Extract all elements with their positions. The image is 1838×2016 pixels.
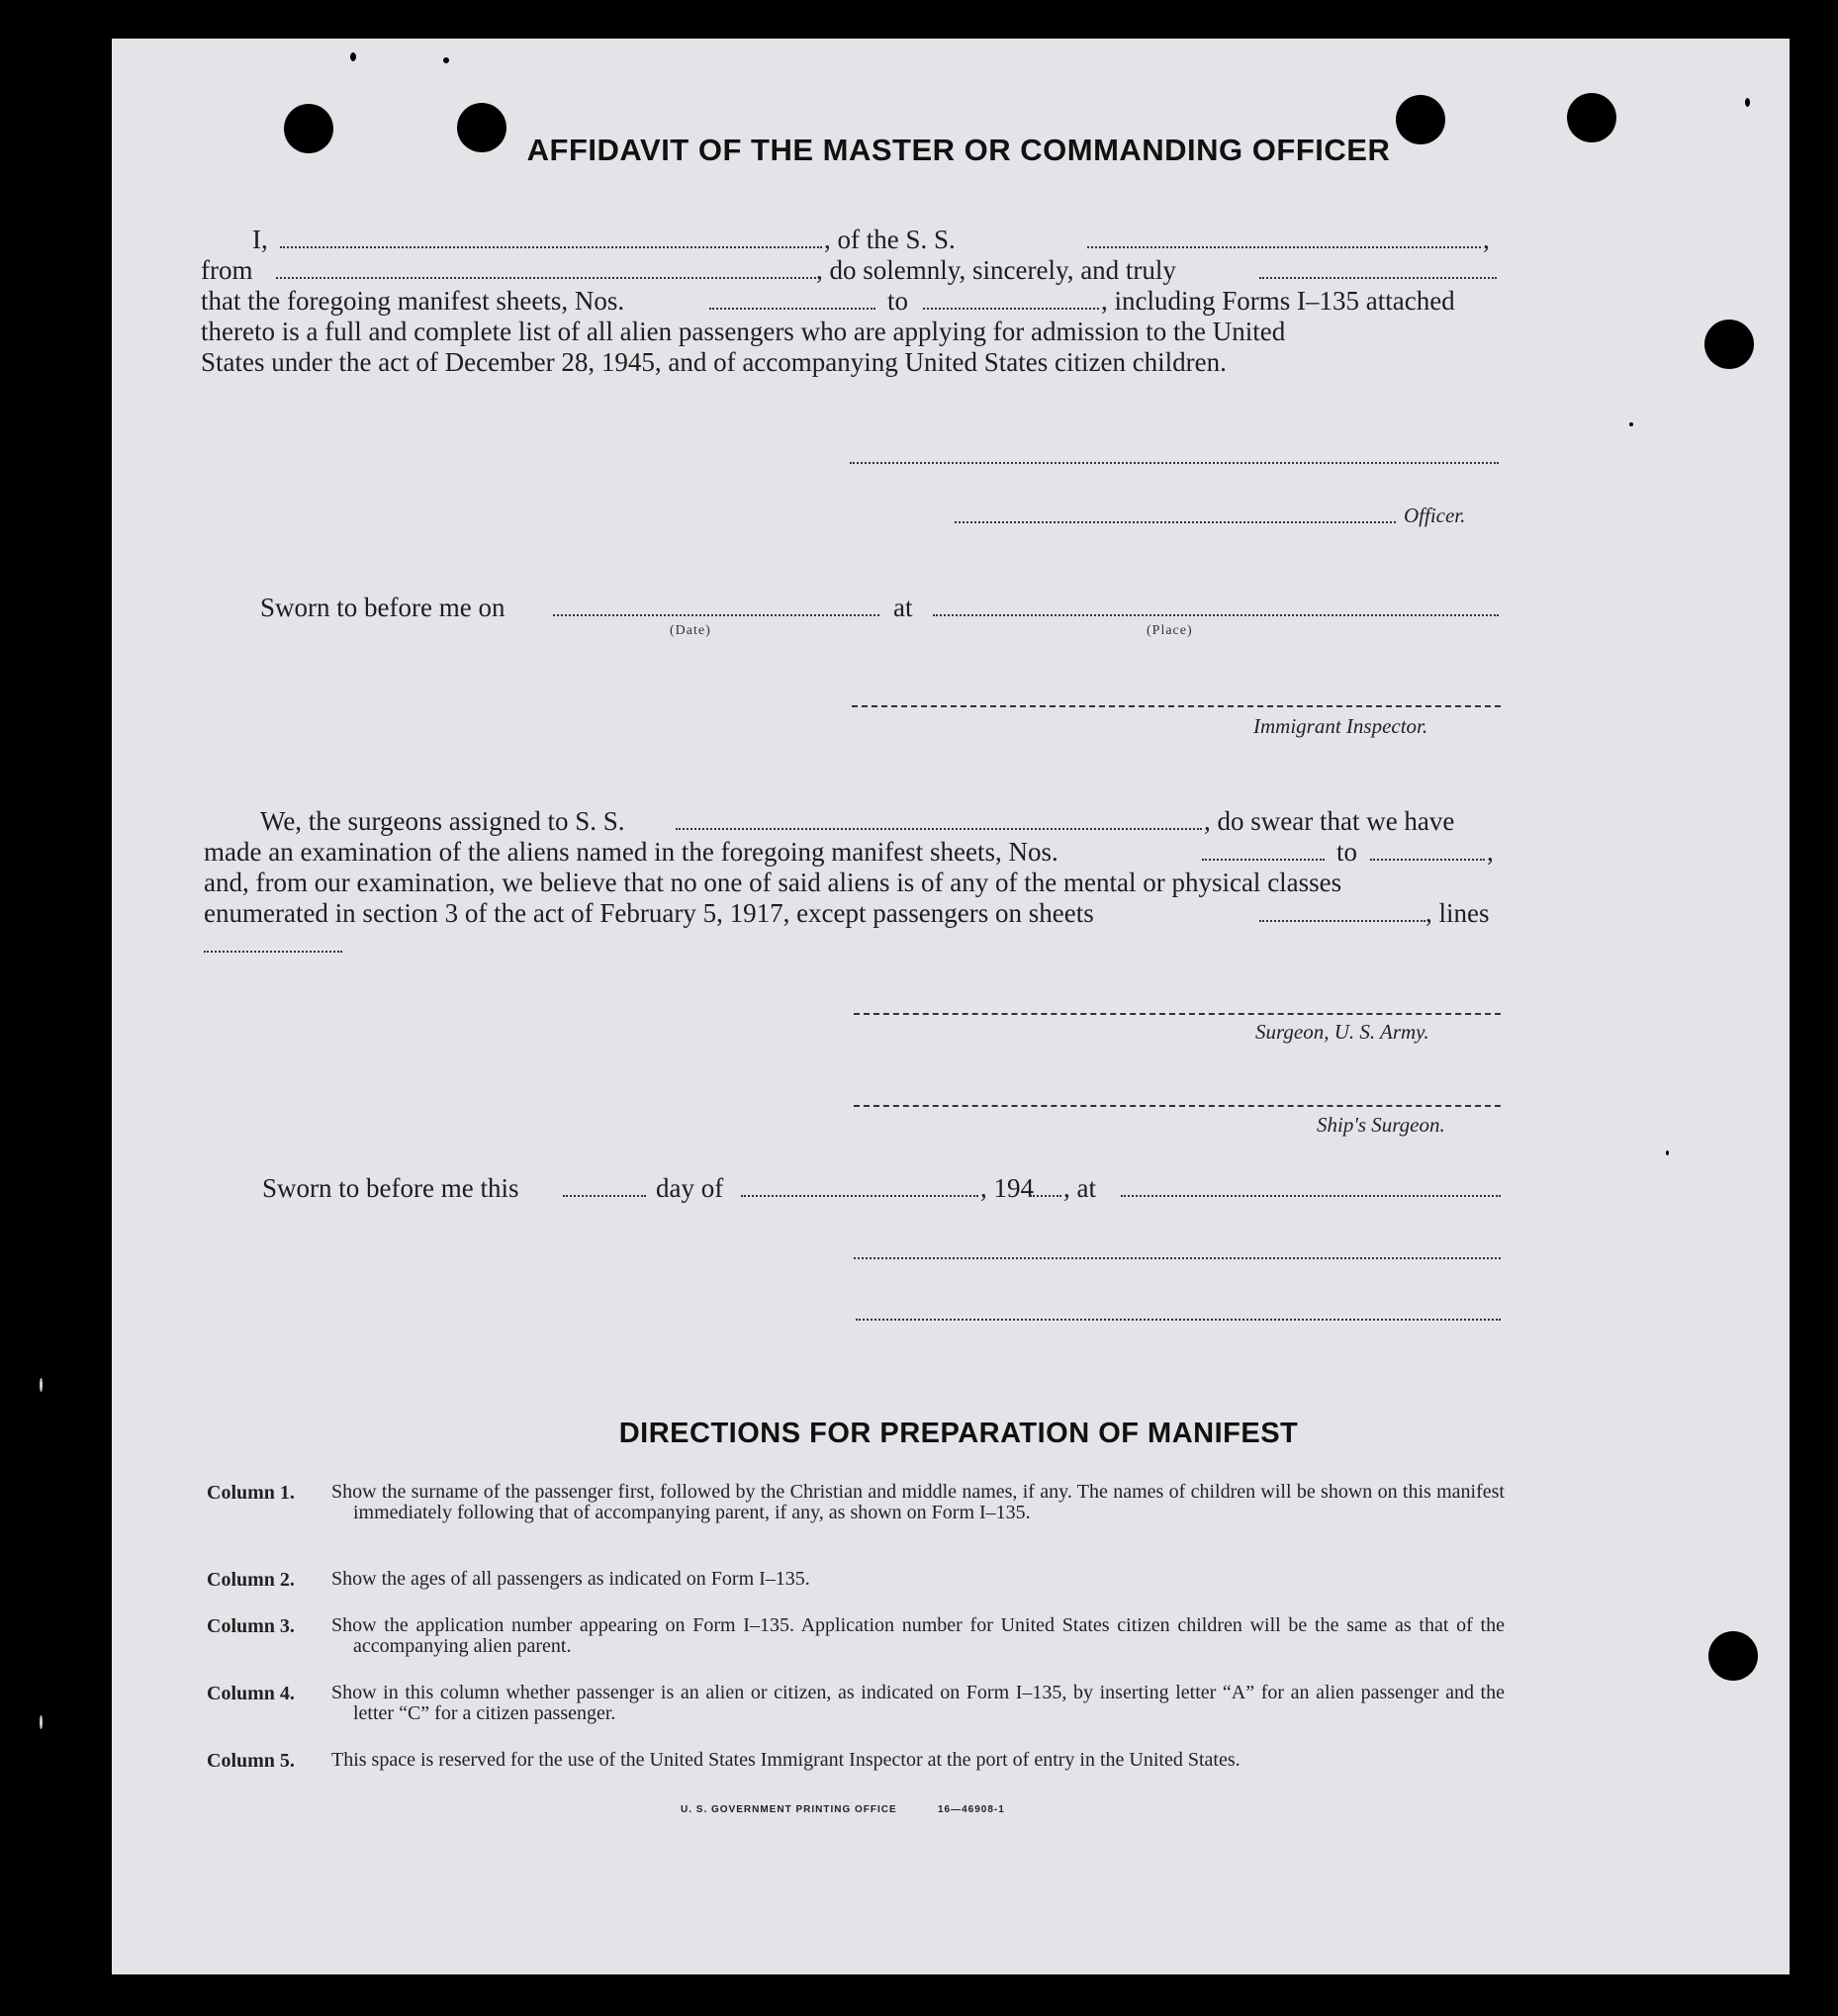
- punch-hole: [1704, 320, 1754, 369]
- speck: [40, 1715, 43, 1729]
- army-surgeon-signature-line: [854, 1013, 1501, 1015]
- officer-signature-line: [850, 462, 1499, 464]
- port-blank: [276, 277, 816, 279]
- column-description: Show in this column whether passenger is an alien or citizen, as indicated on Form I–135, by inserting letter “A” for an alien passenger and the letter “C” for a citizen passenger.: [331, 1682, 1505, 1724]
- sworn-title-line: [856, 1319, 1501, 1321]
- directions-title: DIRECTIONS FOR PREPARATION OF MANIFEST: [618, 1418, 1299, 1449]
- sworn-date-blank: [553, 614, 879, 616]
- sworn-year-blank: [1030, 1195, 1061, 1197]
- affidavit-text: States under the act of December 28, 1945, and of accompanying United States citizen children.: [201, 347, 1227, 377]
- sworn-at-blank: [1121, 1195, 1501, 1197]
- surgeons-text: and, from our examination, we believe that no one of said aliens is of any of the mental or physical classes: [204, 868, 1342, 897]
- affidavit-text: I,: [252, 225, 268, 254]
- sworn-day-blank: [563, 1195, 646, 1197]
- surgeons-text: made an examination of the aliens named in the foregoing manifest sheets, Nos.: [204, 837, 1058, 867]
- form-page: [112, 39, 1790, 1974]
- exam-sheet-from-blank: [1202, 859, 1325, 861]
- column-description: Show the application number appearing on Form I–135. Application number for United States citizen children will be the same as that of the accompanying alien parent.: [331, 1614, 1505, 1657]
- sworn-text: at: [893, 593, 913, 622]
- sworn-place-blank: [933, 614, 1499, 616]
- speck: [1666, 1150, 1669, 1155]
- ship-surgeon-signature-line: [854, 1105, 1501, 1107]
- oath-blank: [1259, 277, 1497, 279]
- surgeons-text: We, the surgeons assigned to S. S.: [260, 806, 625, 836]
- ship-name-blank: [1087, 246, 1481, 248]
- surgeon-ship-blank: [676, 828, 1202, 830]
- surgeons-text: to: [1336, 837, 1358, 867]
- column-label: Column 3.: [207, 1615, 295, 1637]
- column-description: Show the ages of all passengers as indicated on Form I–135.: [331, 1568, 810, 1590]
- sheet-to-blank: [923, 308, 1099, 310]
- sworn-text: Sworn to before me this: [262, 1173, 519, 1203]
- speck: [350, 52, 356, 61]
- affidavit-text: , do solemnly, sincerely, and truly: [816, 255, 1176, 285]
- surgeons-text: , do swear that we have: [1204, 806, 1455, 836]
- column-description: This space is reserved for the use of the United States Immigrant Inspector at the port of entry in the United States.: [331, 1749, 1241, 1771]
- inspector-label: Immigrant Inspector.: [1253, 714, 1428, 738]
- officer-title-blank: [955, 521, 1396, 523]
- column-label: Column 5.: [207, 1750, 295, 1772]
- column-label: Column 2.: [207, 1569, 295, 1591]
- sworn-text: , at: [1063, 1173, 1096, 1203]
- column-label: Column 4.: [207, 1683, 295, 1704]
- punch-hole: [1708, 1631, 1758, 1681]
- date-caption: (Date): [670, 623, 711, 638]
- surgeons-text: ,: [1487, 837, 1494, 867]
- affidavit-text: from: [201, 255, 253, 285]
- sworn-text: , 194: [980, 1173, 1034, 1203]
- place-caption: (Place): [1147, 623, 1193, 638]
- affidavit-text: to: [887, 286, 909, 316]
- printer-imprint: U. S. GOVERNMENT PRINTING OFFICE: [681, 1804, 897, 1815]
- sworn-text: day of: [656, 1173, 724, 1203]
- affidavit-text: thereto is a full and complete list of all alien passengers who are applying for admission to the United: [201, 317, 1286, 346]
- sworn-month-blank: [741, 1195, 978, 1197]
- affidavit-text: , including Forms I–135 attached: [1101, 286, 1455, 316]
- speck: [443, 57, 449, 63]
- except-sheets-blank: [1259, 920, 1425, 922]
- affidavit-text: ,: [1483, 225, 1490, 254]
- column-label: Column 1.: [207, 1482, 295, 1504]
- sworn-text: Sworn to before me on: [260, 593, 505, 622]
- column-description: Show the surname of the passenger first, followed by the Christian and middle names, if any. The names of children will be shown on this manifest immediately following that of accompanying parent, if any, as shown on Form I–135.: [331, 1481, 1505, 1523]
- sheet-from-blank: [709, 308, 875, 310]
- surgeons-text: , lines: [1425, 898, 1490, 928]
- form-code: 16—46908-1: [938, 1804, 1005, 1815]
- speck: [1629, 422, 1633, 426]
- speck: [40, 1378, 43, 1392]
- exam-sheet-to-blank: [1370, 859, 1485, 861]
- affidavit-text: , of the S. S.: [824, 225, 956, 254]
- lines-blank: [204, 951, 342, 953]
- ship-surgeon-label: Ship's Surgeon.: [1317, 1113, 1445, 1137]
- army-surgeon-label: Surgeon, U. S. Army.: [1255, 1020, 1429, 1044]
- page-title: AFFIDAVIT OF THE MASTER OR COMMANDING OFFICER: [526, 133, 1391, 167]
- affidavit-text: that the foregoing manifest sheets, Nos.: [201, 286, 625, 316]
- inspector-signature-line: [852, 705, 1501, 707]
- speck: [1745, 98, 1750, 107]
- officer-label: Officer.: [1404, 504, 1466, 527]
- name-blank: [280, 246, 822, 248]
- sworn-signature-line: [854, 1257, 1501, 1259]
- surgeons-text: enumerated in section 3 of the act of February 5, 1917, except passengers on sheets: [204, 898, 1094, 928]
